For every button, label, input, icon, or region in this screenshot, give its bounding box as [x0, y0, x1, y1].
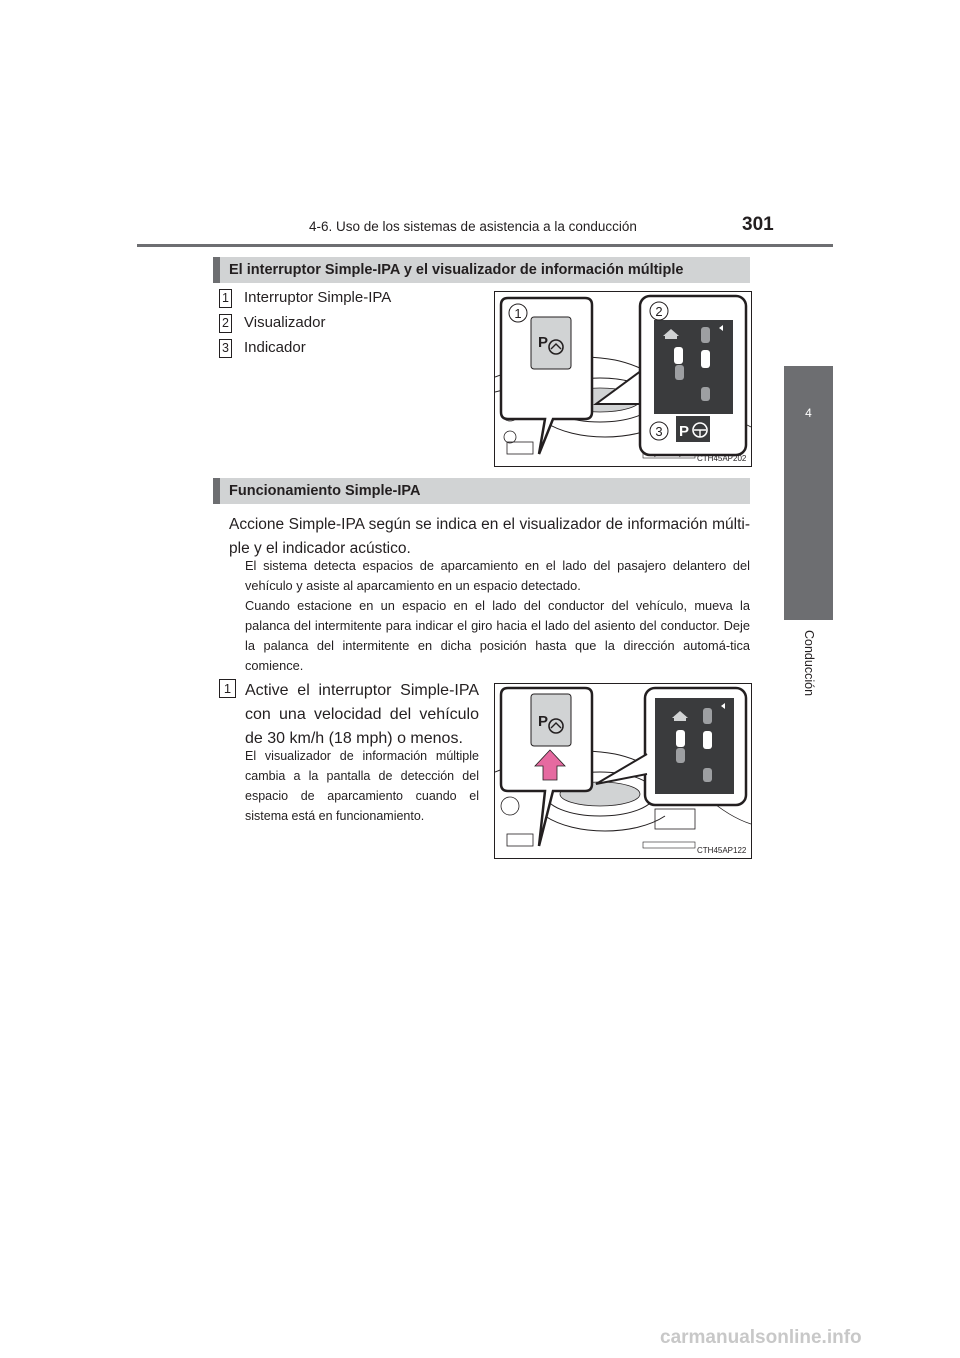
svg-text:1: 1 [514, 306, 522, 321]
svg-text:2: 2 [655, 304, 663, 319]
legend-number: 3 [219, 339, 232, 358]
chapter-number: 4 [805, 406, 812, 420]
chapter-label: Conducción [802, 630, 816, 697]
legend-item-3 [219, 338, 306, 358]
section-title-switch-display: El interruptor Simple-IPA y el visualizador de información múltiple [213, 257, 750, 283]
legend-number: 1 [219, 289, 232, 308]
legend-number: 2 [219, 314, 232, 333]
section-title-operation: Funcionamiento Simple-IPA [213, 478, 750, 504]
figure-code: CTH45AP202 [697, 454, 747, 463]
step-note: El visualizador de información múltiple cambia a la pantalla de detección del espacio de aparcamiento cuando el sistema está en funcionamiento. [245, 749, 479, 823]
figure-code: CTH45AP122 [697, 846, 747, 855]
dashboard-illustration [495, 292, 751, 466]
svg-text:P: P [538, 713, 549, 730]
header-divider [137, 244, 833, 247]
intro-paragraph: Accione Simple-IPA según se indica en el visualizador de información múlti-ple y el indicador acústico. [229, 516, 750, 557]
svg-text:P: P [679, 423, 690, 440]
page-number: 301 [742, 214, 774, 235]
car-icon [674, 347, 683, 364]
note-driver-side: Cuando estacione en un espacio en el lado del conductor del vehículo, mueva la palanca del intermitente para indicar el giro hacia el lado del asiento del conductor. Deje la palanca del intermitente en dicha posición hasta que la dirección automá-tica comience. [245, 598, 750, 673]
section-header: 4-6. Uso de los sistemas de asistencia a la conducción [309, 219, 637, 234]
svg-text:3: 3 [655, 424, 663, 439]
legend-item-2 [219, 313, 325, 333]
legend-label: Indicador [244, 339, 306, 357]
chapter-tab [784, 366, 833, 620]
watermark: carmanualsonline.info [660, 1327, 862, 1348]
step-instruction: Active el interruptor Simple-IPA con una velocidad del vehículo de 30 km/h (18 mph) o menos. [245, 682, 479, 747]
svg-text:P: P [538, 334, 549, 351]
figure-activate-switch [494, 683, 752, 859]
figure-switch-display [494, 291, 752, 467]
legend-item-1 [219, 288, 391, 308]
dashboard-illustration [495, 684, 751, 858]
car-icon [676, 730, 685, 747]
note-detection: El sistema detecta espacios de aparcamiento en el lado del pasajero delantero del vehículo y asiste al aparcamiento en un espacio detectado. [245, 558, 750, 593]
legend-label: Visualizador [244, 314, 326, 332]
legend-label: Interruptor Simple-IPA [244, 289, 392, 307]
step-number: 1 [219, 679, 236, 698]
